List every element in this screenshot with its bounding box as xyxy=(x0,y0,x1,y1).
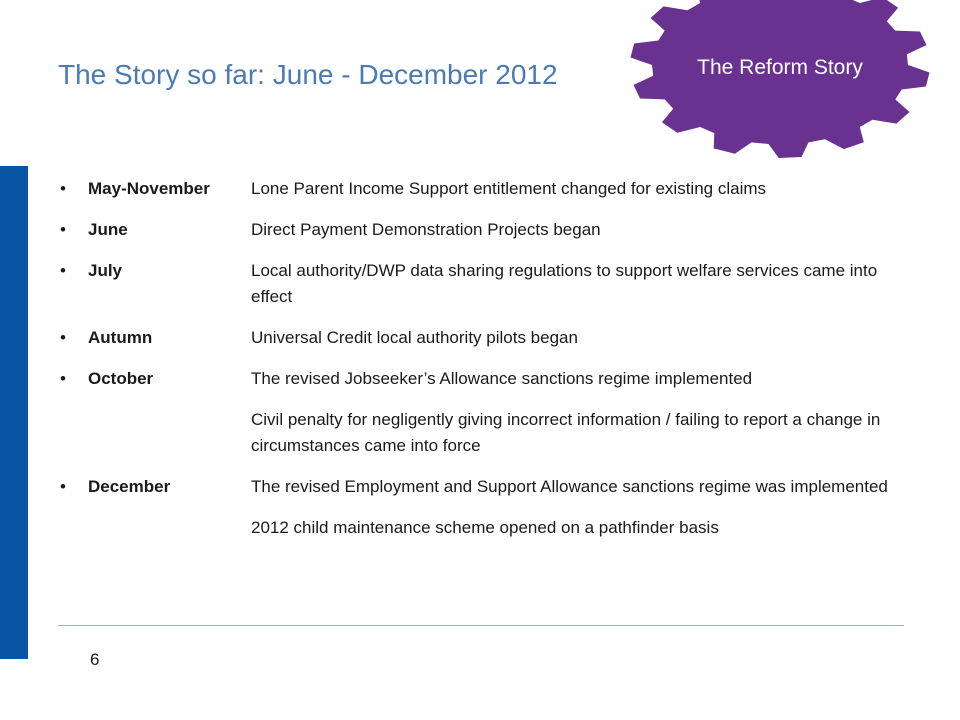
content-divider xyxy=(58,625,904,626)
slide-title: The Story so far: June - December 2012 xyxy=(58,59,558,90)
timeline-description: Lone Parent Income Support entitlement changed for existing claims xyxy=(251,179,767,198)
timeline-description: Direct Payment Demonstration Projects began xyxy=(251,220,601,239)
timeline-descriptions xyxy=(251,366,900,459)
timeline-descriptions xyxy=(251,325,900,351)
bullet-marker: • xyxy=(60,477,66,496)
timeline-descriptions xyxy=(251,474,900,541)
bullet-marker: • xyxy=(60,179,66,198)
page-number: 6 xyxy=(90,650,100,669)
reform-story-badge-label: The Reform Story xyxy=(697,56,863,79)
gear-badge-icon xyxy=(595,0,960,170)
timeline-description: The revised Jobseeker’s Allowance sanctions regime implemented xyxy=(251,369,753,388)
timeline-description: Universal Credit local authority pilots began xyxy=(251,328,578,347)
timeline-item xyxy=(60,366,900,459)
bullet-marker: • xyxy=(60,369,66,388)
bullet-marker: • xyxy=(60,328,66,347)
timeline-descriptions xyxy=(251,258,900,310)
timeline-descriptions xyxy=(251,217,900,243)
bullet-marker: • xyxy=(60,220,66,239)
timeline-description: 2012 child maintenance scheme opened on a pathfinder basis xyxy=(251,518,719,537)
timeline-month: July xyxy=(88,261,123,280)
timeline-descriptions xyxy=(251,176,900,202)
timeline-month: December xyxy=(88,477,171,496)
bullet-marker: • xyxy=(60,261,66,280)
timeline-month: May-November xyxy=(88,179,210,198)
timeline-month: Autumn xyxy=(88,328,153,347)
timeline-description: The revised Employment and Support Allowance sanctions regime was implemented xyxy=(251,477,888,496)
timeline-description: Local authority/DWP data sharing regulations to support welfare services came into effect xyxy=(251,261,878,306)
timeline-item xyxy=(60,258,900,310)
timeline-item xyxy=(60,217,900,243)
timeline-description: Civil penalty for negligently giving incorrect information / failing to report a change in circumstances came into force xyxy=(251,410,881,455)
timeline-month: October xyxy=(88,369,154,388)
left-accent-bar xyxy=(0,166,28,659)
timeline-list xyxy=(60,176,900,556)
timeline-month: June xyxy=(88,220,128,239)
timeline-item xyxy=(60,474,900,541)
timeline-item xyxy=(60,176,900,202)
timeline-item xyxy=(60,325,900,351)
